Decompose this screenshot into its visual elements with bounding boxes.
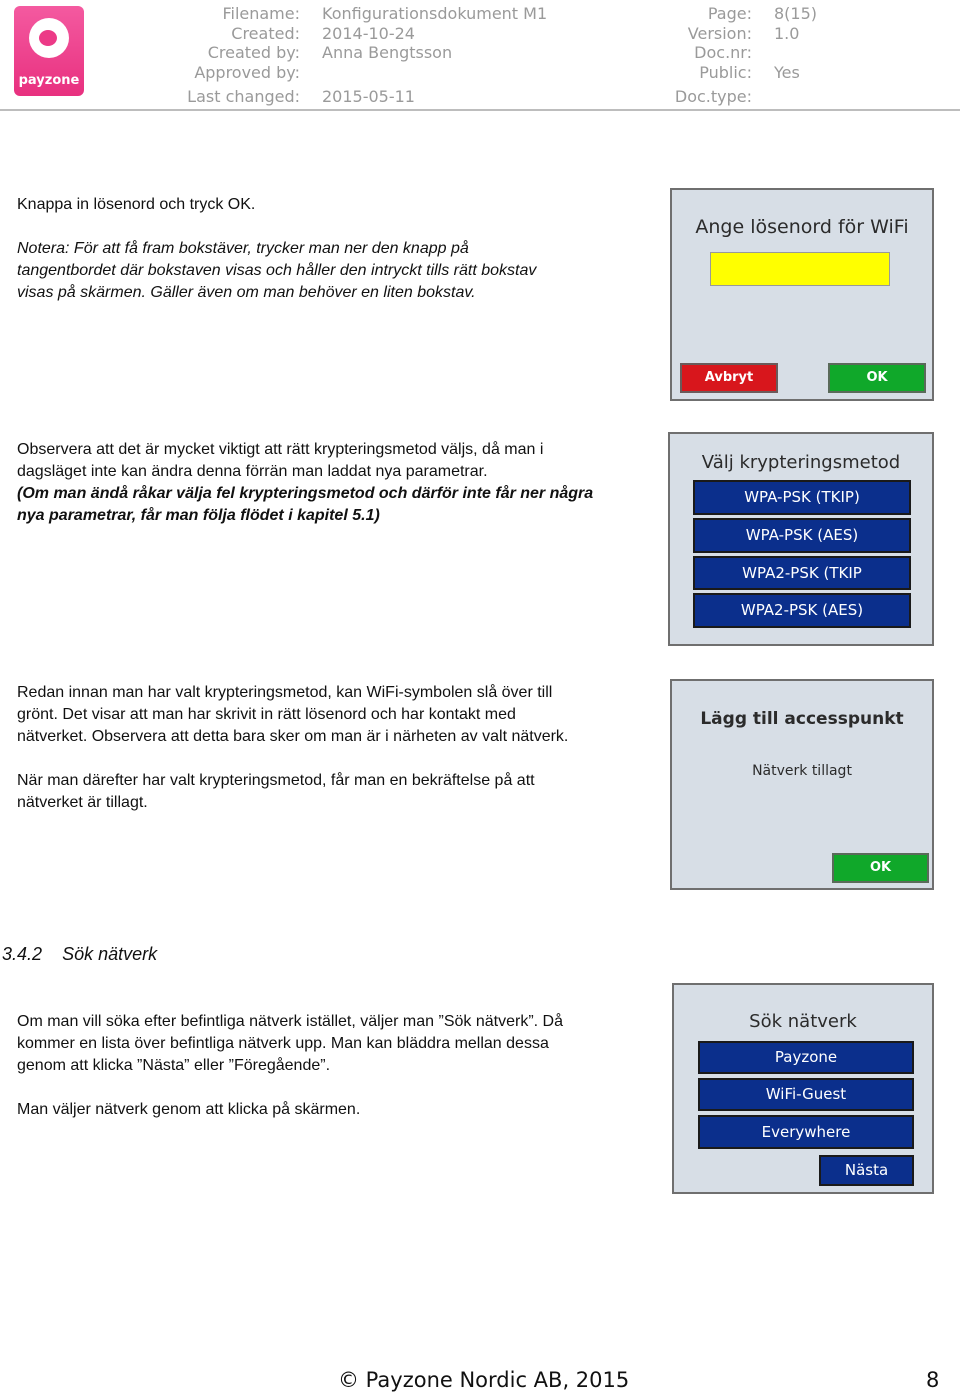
created-value: 2014-10-24 xyxy=(322,24,415,43)
network-item[interactable]: WiFi-Guest xyxy=(698,1078,914,1111)
network-item[interactable]: Everywhere xyxy=(698,1115,914,1149)
section-number: 3.4.2 xyxy=(2,944,43,964)
logo-text: payzone xyxy=(18,73,80,88)
payzone-logo xyxy=(14,6,84,96)
text-line: nätverket är tillagt. xyxy=(17,794,148,811)
footer-copyright: © Payzone Nordic AB, 2015 xyxy=(338,1368,630,1392)
paragraph-wifi-symbol xyxy=(17,682,607,748)
text-line: grönt. Det visar att man har skrivit in rätt lösenord och har kontakt med xyxy=(17,706,516,723)
paragraph-select-network: Man väljer nätverk genom att klicka på skärmen. xyxy=(17,1101,361,1118)
password-input[interactable] xyxy=(710,252,890,286)
text-line: När man därefter har valt krypteringsmetod, får man en bekräftelse på att xyxy=(17,772,535,789)
text-line: dagsläget inte kan ändra denna förrän man laddat nya parametrar. xyxy=(17,463,488,480)
text-line: nätverket. Observera att detta bara sker om man är i närheten av valt nätverk. xyxy=(17,728,569,745)
encryption-screen-title: Välj krypteringsmetod xyxy=(701,452,901,473)
footer-page-number: 8 xyxy=(926,1368,940,1392)
note-line: Notera: För att få fram bokstäver, trycker man ner den knapp på xyxy=(17,240,469,257)
password-screen xyxy=(670,188,934,401)
public-label: Public: xyxy=(699,63,752,82)
text-line: Observera att det är mycket viktigt att rätt krypteringsmetod väljs, då man i xyxy=(17,441,544,458)
last-changed-label: Last changed: xyxy=(187,87,300,106)
docnr-label: Doc.nr: xyxy=(694,43,752,62)
text-line: kommer en lista över befintliga nätverk upp. Man kan bläddra mellan dessa xyxy=(17,1035,549,1052)
version-value: 1.0 xyxy=(774,24,800,43)
section-heading xyxy=(2,944,157,965)
ok-button[interactable]: OK xyxy=(832,853,929,883)
next-button[interactable]: Nästa xyxy=(819,1155,914,1186)
network-added-message: Nätverk tillagt xyxy=(752,763,852,779)
approved-by-label: Approved by: xyxy=(194,63,300,82)
created-label: Created: xyxy=(231,24,300,43)
text-line-emphasis: (Om man ändå råkar välja fel krypteringsmetod och därför inte får ner några xyxy=(17,485,594,502)
password-screen-title: Ange lösenord för WiFi xyxy=(695,216,909,238)
encryption-option[interactable]: WPA2-PSK (AES) xyxy=(693,593,911,628)
header-divider xyxy=(0,109,960,111)
paragraph-encryption-warning xyxy=(17,439,607,527)
paragraph-search-networks xyxy=(17,1011,607,1077)
encryption-screen xyxy=(668,432,934,646)
network-item[interactable]: Payzone xyxy=(698,1041,914,1074)
note-line: visas på skärmen. Gäller även om man behöver en liten bokstav. xyxy=(17,284,476,301)
page-value: 8(15) xyxy=(774,4,818,23)
text-line-emphasis: nya parametrar, får man följa flödet i kapitel 5.1) xyxy=(17,507,380,524)
encryption-option[interactable]: WPA2-PSK (TKIP xyxy=(693,556,911,590)
network-added-screen xyxy=(670,679,934,890)
doctype-label: Doc.type: xyxy=(674,87,752,106)
payzone-logo-icon xyxy=(29,18,69,58)
encryption-option[interactable]: WPA-PSK (TKIP) xyxy=(693,480,911,515)
text-line: Redan innan man har valt krypteringsmetod, kan WiFi-symbolen slå över till xyxy=(17,684,553,701)
search-network-title: Sök nätverk xyxy=(749,1011,857,1032)
paragraph-enter-password: Knappa in lösenord och tryck OK. xyxy=(17,196,256,213)
last-changed-value: 2015-05-11 xyxy=(322,87,415,106)
note-line: tangentbordet där bokstaven visas och håller den intryckt tills rätt bokstav xyxy=(17,262,537,279)
search-network-screen xyxy=(672,983,934,1194)
filename-label: Filename: xyxy=(222,4,300,23)
filename-value: Konfigurationsdokument M1 xyxy=(322,4,548,23)
paragraph-confirmation xyxy=(17,770,607,814)
note-paragraph xyxy=(17,238,607,304)
network-added-title: Lägg till accesspunkt xyxy=(700,709,904,729)
cancel-button[interactable]: Avbryt xyxy=(680,363,778,393)
created-by-value: Anna Bengtsson xyxy=(322,43,453,62)
ok-button[interactable]: OK xyxy=(828,363,926,393)
section-title: Sök nätverk xyxy=(62,944,158,964)
created-by-label: Created by: xyxy=(207,43,300,62)
encryption-option[interactable]: WPA-PSK (AES) xyxy=(693,518,911,553)
text-line: genom att klicka ”Nästa” eller ”Föregående”. xyxy=(17,1057,331,1074)
text-line: Om man vill söka efter befintliga nätverk istället, väljer man ”Sök nätverk”. Då xyxy=(17,1013,563,1030)
version-label: Version: xyxy=(687,24,752,43)
public-value: Yes xyxy=(774,63,800,82)
page-label: Page: xyxy=(707,4,752,23)
